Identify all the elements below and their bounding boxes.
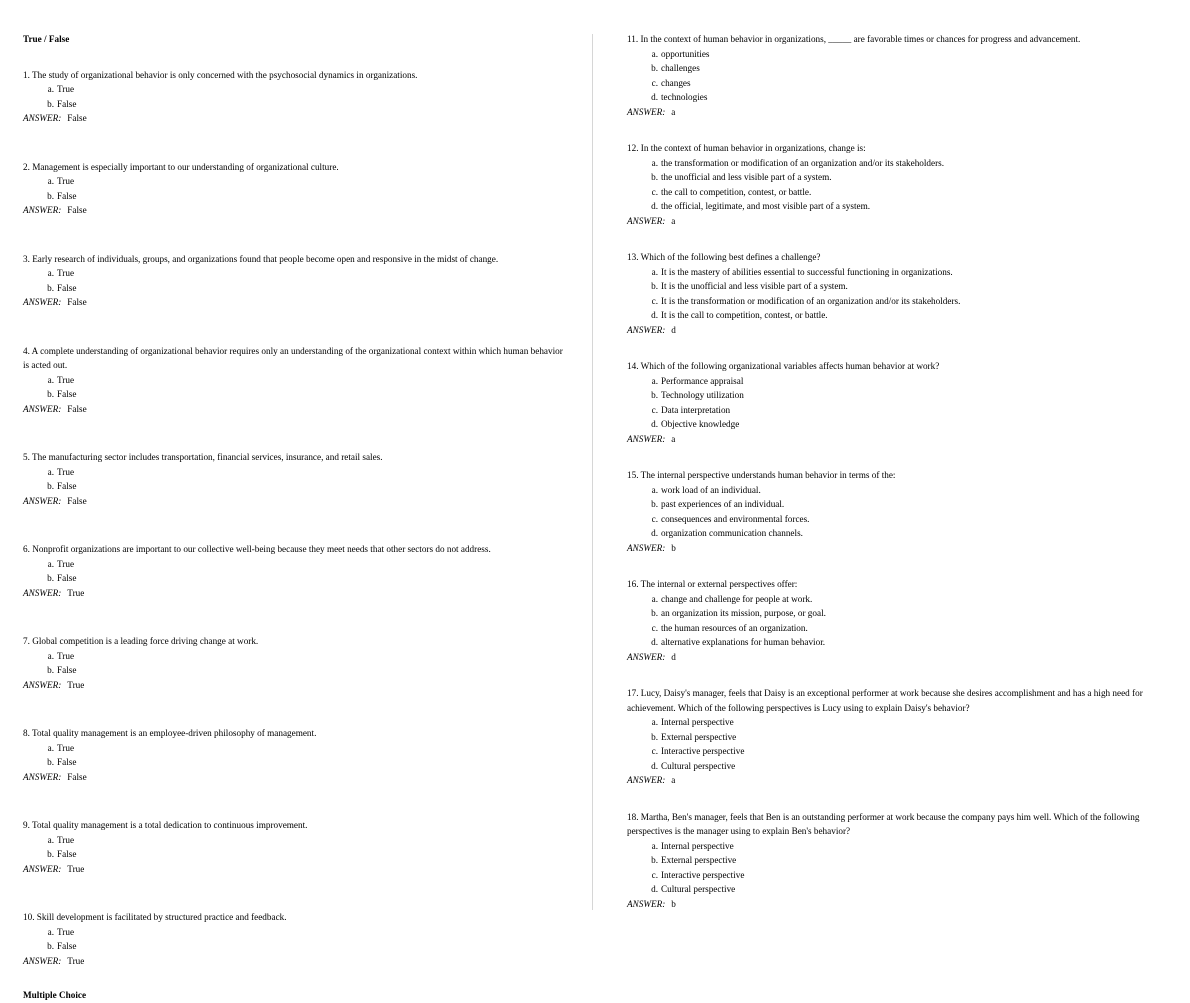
answer-label: ANSWER:	[627, 215, 666, 226]
answer-label: ANSWER:	[23, 205, 62, 215]
answer-value: True	[67, 679, 85, 690]
option-letter: b.	[47, 757, 54, 767]
option-text: It is the call to competition, contest, or battle.	[661, 310, 828, 320]
answer-option	[23, 373, 563, 388]
question-text: 14. Which of the following organizational variables affects human behavior at work?	[627, 361, 940, 371]
answer-options	[627, 715, 1172, 773]
option-letter: b.	[651, 855, 658, 865]
option-letter: b.	[47, 190, 54, 201]
answer-option	[627, 592, 1172, 607]
answer-option	[23, 479, 563, 494]
answer-options	[627, 483, 1172, 541]
answer-option	[627, 853, 1172, 868]
answer-line	[23, 203, 563, 218]
answer-value: False	[67, 297, 87, 307]
answer-value: False	[67, 205, 87, 215]
option-letter: a.	[47, 374, 54, 385]
option-letter: b.	[47, 941, 54, 951]
answer-label: ANSWER:	[23, 297, 62, 307]
answer-option	[23, 387, 563, 402]
option-text: Data interpretation	[661, 404, 731, 415]
answer-options	[23, 174, 563, 203]
option-letter: a.	[47, 742, 54, 753]
option-text: alternative explanations for human behavior.	[661, 637, 826, 647]
option-text: Technology utilization	[661, 390, 744, 400]
answer-option	[627, 388, 1172, 403]
answer-label: ANSWER:	[23, 771, 62, 782]
answer-value: d	[671, 651, 676, 662]
answer-label: ANSWER:	[627, 106, 666, 117]
option-letter: a.	[47, 558, 54, 569]
option-letter: b.	[47, 665, 54, 675]
option-text: True	[57, 742, 75, 753]
option-letter: a.	[651, 266, 658, 277]
answer-option	[627, 635, 1172, 650]
option-letter: b.	[651, 281, 658, 291]
answer-line	[627, 105, 1172, 120]
option-text: Objective knowledge	[661, 419, 740, 429]
option-text: True	[57, 834, 75, 845]
answer-options	[627, 374, 1172, 432]
option-text: work load of an individual.	[661, 484, 761, 495]
answer-option	[627, 265, 1172, 280]
option-letter: a.	[47, 834, 54, 845]
answer-option	[23, 649, 563, 664]
answer-value: d	[671, 324, 676, 335]
option-text: technologies	[661, 92, 708, 102]
answer-label: ANSWER:	[23, 863, 62, 874]
answer-value: True	[67, 587, 85, 598]
option-letter: d.	[651, 637, 658, 647]
answer-option	[627, 621, 1172, 636]
option-letter: c.	[651, 186, 658, 197]
answer-value: True	[67, 863, 85, 874]
option-text: change and challenge for people at work.	[661, 593, 813, 604]
true-false-question-list	[23, 68, 563, 969]
answer-label: ANSWER:	[23, 113, 62, 123]
answer-value: False	[67, 495, 87, 506]
answer-line	[23, 111, 563, 126]
option-letter: b.	[651, 731, 658, 742]
option-text: an organization its mission, purpose, or goal.	[661, 608, 826, 618]
answer-line	[23, 862, 563, 877]
answer-options	[627, 265, 1172, 323]
option-text: True	[57, 84, 75, 94]
option-text: False	[57, 573, 77, 583]
answer-option	[627, 417, 1172, 432]
answer-line	[23, 770, 563, 785]
answer-value: False	[67, 113, 87, 123]
question-block	[627, 250, 1172, 337]
question-text: 11. In the context of human behavior in organizations, _____ are favorable times or chances for progress and advancement.	[627, 34, 1081, 44]
answer-line	[23, 678, 563, 693]
answer-line	[627, 541, 1172, 556]
section-title-multiple-choice: Multiple Choice	[23, 990, 87, 1000]
option-text: True	[57, 268, 75, 278]
answer-option	[627, 374, 1172, 389]
question-block	[23, 68, 563, 126]
question-block	[627, 686, 1172, 788]
answer-line	[627, 432, 1172, 447]
option-text: True	[57, 374, 75, 385]
option-letter: b.	[47, 481, 54, 491]
answer-option	[627, 882, 1172, 897]
option-letter: c.	[651, 295, 658, 306]
answer-option	[627, 715, 1172, 730]
answer-value: b	[671, 542, 676, 553]
option-letter: a.	[47, 650, 54, 661]
answer-label: ANSWER:	[23, 495, 62, 506]
option-text: True	[57, 650, 75, 661]
option-letter: c.	[651, 404, 658, 415]
right-column	[627, 32, 1172, 911]
question-text: 5. The manufacturing sector includes transportation, financial services, insurance, and retail sales.	[23, 452, 383, 462]
option-text: challenges	[661, 63, 700, 73]
answer-option	[23, 465, 563, 480]
answer-options	[627, 592, 1172, 650]
option-text: False	[57, 389, 77, 399]
option-letter: b.	[651, 390, 658, 400]
answer-label: ANSWER:	[627, 775, 666, 785]
answer-label: ANSWER:	[627, 324, 666, 335]
answer-value: b	[671, 898, 676, 909]
option-text: True	[57, 926, 75, 937]
answer-option	[23, 939, 563, 954]
answer-line	[627, 650, 1172, 665]
answer-label: ANSWER:	[627, 542, 666, 553]
answer-line	[23, 402, 563, 417]
answer-option	[627, 279, 1172, 294]
option-text: the transformation or modification of an organization and/or its stakeholders.	[661, 157, 945, 168]
option-letter: a.	[651, 840, 658, 851]
option-letter: b.	[47, 282, 54, 293]
question-text: 9. Total quality management is a total dedication to continuous improvement.	[23, 820, 308, 830]
answer-option	[23, 741, 563, 756]
answer-option	[627, 730, 1172, 745]
answer-options	[23, 82, 563, 111]
answer-line	[23, 954, 563, 969]
option-letter: c.	[651, 622, 658, 633]
answer-option	[627, 47, 1172, 62]
option-letter: b.	[651, 172, 658, 182]
answer-label: ANSWER:	[23, 587, 62, 598]
question-block	[627, 468, 1172, 555]
answer-line	[23, 586, 563, 601]
option-letter: a.	[651, 484, 658, 495]
question-text: 15. The internal perspective understands human behavior in terms of the:	[627, 470, 896, 480]
answer-option	[627, 839, 1172, 854]
answer-option	[627, 744, 1172, 759]
answer-option	[627, 526, 1172, 541]
answer-options	[23, 833, 563, 862]
option-letter: d.	[651, 884, 658, 894]
option-letter: b.	[47, 389, 54, 399]
option-text: True	[57, 466, 75, 477]
question-text: 4. A complete understanding of organizational behavior requires only an understanding of the organizational context within which human behavior is acted out.	[23, 345, 563, 370]
option-text: True	[57, 558, 75, 569]
question-block	[23, 542, 563, 600]
answer-option	[627, 308, 1172, 323]
answer-option	[23, 833, 563, 848]
answer-value: a	[671, 433, 676, 444]
option-text: organization communication channels.	[661, 528, 803, 538]
left-column	[23, 32, 563, 1003]
option-letter: c.	[651, 746, 658, 756]
answer-line	[627, 214, 1172, 229]
answer-option	[627, 294, 1172, 309]
option-letter: d.	[651, 760, 658, 771]
section-title-true-false: True / False	[23, 34, 70, 44]
answer-options	[23, 741, 563, 770]
option-letter: a.	[651, 48, 658, 59]
option-text: It is the transformation or modification of an organization and/or its stakeholders.	[661, 295, 961, 306]
option-letter: c.	[651, 869, 658, 880]
answer-label: ANSWER:	[627, 651, 666, 662]
answer-line	[23, 494, 563, 509]
answer-options	[23, 649, 563, 678]
option-text: False	[57, 665, 77, 675]
answer-line	[23, 295, 563, 310]
option-letter: d.	[651, 201, 658, 211]
answer-label: ANSWER:	[23, 955, 62, 966]
answer-option	[627, 497, 1172, 512]
option-text: opportunities	[661, 48, 710, 59]
option-text: False	[57, 941, 77, 951]
answer-label: ANSWER:	[23, 403, 62, 414]
column-divider	[592, 34, 593, 910]
question-text: 6. Nonprofit organizations are important to our collective well-being because they meet needs that other sectors do not address.	[23, 544, 491, 554]
option-text: the official, legitimate, and most visible part of a system.	[661, 201, 871, 211]
question-text: 10. Skill development is facilitated by structured practice and feedback.	[23, 912, 287, 922]
answer-option	[23, 755, 563, 770]
question-block	[627, 577, 1172, 664]
question-block	[627, 359, 1172, 446]
option-letter: a.	[651, 593, 658, 604]
answer-option	[23, 847, 563, 862]
answer-value: True	[67, 955, 85, 966]
answer-option	[627, 759, 1172, 774]
question-text: 3. Early research of individuals, groups, and organizations found that people become open and responsive in the midst of change.	[23, 253, 499, 264]
multiple-choice-question-list	[627, 32, 1172, 911]
answer-label: ANSWER:	[23, 679, 62, 690]
question-block	[23, 726, 563, 784]
option-letter: a.	[47, 466, 54, 477]
answer-option	[627, 199, 1172, 214]
answer-options	[23, 557, 563, 586]
option-text: It is the mastery of abilities essential to successful functioning in organizations.	[661, 266, 953, 277]
answer-value: a	[671, 106, 676, 117]
option-text: the human resources of an organization.	[661, 622, 808, 633]
answer-option	[627, 512, 1172, 527]
question-text: 16. The internal or external perspectives offer:	[627, 579, 798, 589]
option-letter: d.	[651, 310, 658, 320]
option-text: It is the unofficial and less visible part of a system.	[661, 281, 848, 291]
answer-value: a	[671, 215, 676, 226]
option-text: False	[57, 849, 77, 859]
option-letter: b.	[47, 849, 54, 859]
option-text: the unofficial and less visible part of a system.	[661, 172, 832, 182]
question-block	[23, 252, 563, 310]
option-text: False	[57, 757, 77, 767]
answer-option	[23, 571, 563, 586]
answer-option	[23, 663, 563, 678]
answer-option	[627, 606, 1172, 621]
answer-option	[23, 82, 563, 97]
question-text: 1. The study of organizational behavior is only concerned with the psychosocial dynamics in organizations.	[23, 69, 418, 80]
option-letter: d.	[651, 92, 658, 102]
option-text: Interactive perspective	[661, 869, 745, 880]
option-text: changes	[661, 77, 691, 88]
option-text: consequences and environmental forces.	[661, 513, 810, 524]
option-text: False	[57, 481, 77, 491]
answer-option	[23, 266, 563, 281]
question-block	[23, 910, 563, 968]
answer-label: ANSWER:	[627, 898, 666, 909]
option-text: False	[57, 282, 77, 293]
answer-option	[627, 61, 1172, 76]
answer-option	[627, 156, 1172, 171]
answer-option	[627, 170, 1172, 185]
answer-options	[23, 373, 563, 402]
option-text: Internal perspective	[661, 717, 734, 727]
answer-option	[627, 76, 1172, 91]
option-text: External perspective	[661, 731, 737, 742]
option-letter: c.	[651, 77, 658, 88]
answer-options	[627, 47, 1172, 105]
option-letter: a.	[47, 268, 54, 278]
option-text: Cultural perspective	[661, 760, 736, 771]
answer-options	[23, 266, 563, 295]
option-letter: a.	[651, 375, 658, 386]
option-letter: a.	[47, 84, 54, 94]
answer-option	[627, 90, 1172, 105]
answer-option	[23, 925, 563, 940]
option-letter: b.	[651, 608, 658, 618]
answer-value: False	[67, 771, 87, 782]
option-letter: a.	[651, 157, 658, 168]
question-text: 18. Martha, Ben's manager, feels that Ben is an outstanding performer at work because the company pays him well. Which of the following perspectives is the manager using to explain Ben's behavior?	[627, 811, 1140, 836]
question-block	[23, 160, 563, 218]
option-text: Internal perspective	[661, 840, 734, 851]
question-text: 17. Lucy, Daisy's manager, feels that Daisy is an exceptional performer at work because she desires accomplishment and has a high need for achievement. Which of the following perspectives is Lucy using to explain Daisy's behavior?	[627, 688, 1143, 713]
question-block	[23, 450, 563, 508]
question-text: 12. In the context of human behavior in organizations, change is:	[627, 143, 866, 153]
question-block	[23, 344, 563, 417]
answer-options	[23, 465, 563, 494]
answer-option	[627, 868, 1172, 883]
option-text: Performance appraisal	[661, 375, 744, 386]
option-letter: b.	[651, 499, 658, 509]
question-block	[23, 818, 563, 876]
option-letter: d.	[651, 528, 658, 538]
answer-value: a	[671, 775, 676, 785]
option-letter: a.	[47, 176, 54, 186]
option-letter: c.	[651, 513, 658, 524]
option-text: False	[57, 190, 77, 201]
option-letter: a.	[47, 926, 54, 937]
answer-option	[627, 403, 1172, 418]
answer-option	[627, 185, 1172, 200]
question-text: 2. Management is especially important to our understanding of organizational culture.	[23, 161, 339, 172]
answer-label: ANSWER:	[627, 433, 666, 444]
question-text: 7. Global competition is a leading force driving change at work.	[23, 636, 259, 646]
answer-option	[23, 189, 563, 204]
answer-value: False	[67, 403, 87, 414]
option-text: External perspective	[661, 855, 737, 865]
option-letter: d.	[651, 419, 658, 429]
question-block	[23, 634, 563, 692]
question-block	[627, 810, 1172, 912]
answer-option	[23, 281, 563, 296]
answer-line	[627, 773, 1172, 788]
answer-options	[23, 925, 563, 954]
option-text: False	[57, 98, 77, 109]
answer-options	[627, 839, 1172, 897]
answer-line	[627, 897, 1172, 912]
answer-line	[627, 323, 1172, 338]
question-text: 13. Which of the following best defines a challenge?	[627, 252, 821, 262]
option-text: True	[57, 176, 75, 186]
option-text: Cultural perspective	[661, 884, 736, 894]
answer-option	[23, 97, 563, 112]
option-text: past experiences of an individual.	[661, 499, 785, 509]
answer-option	[23, 174, 563, 189]
option-letter: b.	[651, 63, 658, 73]
answer-option	[627, 483, 1172, 498]
answer-option	[23, 557, 563, 572]
option-letter: b.	[47, 573, 54, 583]
option-letter: a.	[651, 717, 658, 727]
option-text: Interactive perspective	[661, 746, 745, 756]
question-text: 8. Total quality management is an employee-driven philosophy of management.	[23, 728, 317, 738]
question-block	[627, 141, 1172, 228]
option-text: the call to competition, contest, or battle.	[661, 186, 812, 197]
option-letter: b.	[47, 98, 54, 109]
answer-options	[627, 156, 1172, 214]
question-block	[627, 32, 1172, 119]
